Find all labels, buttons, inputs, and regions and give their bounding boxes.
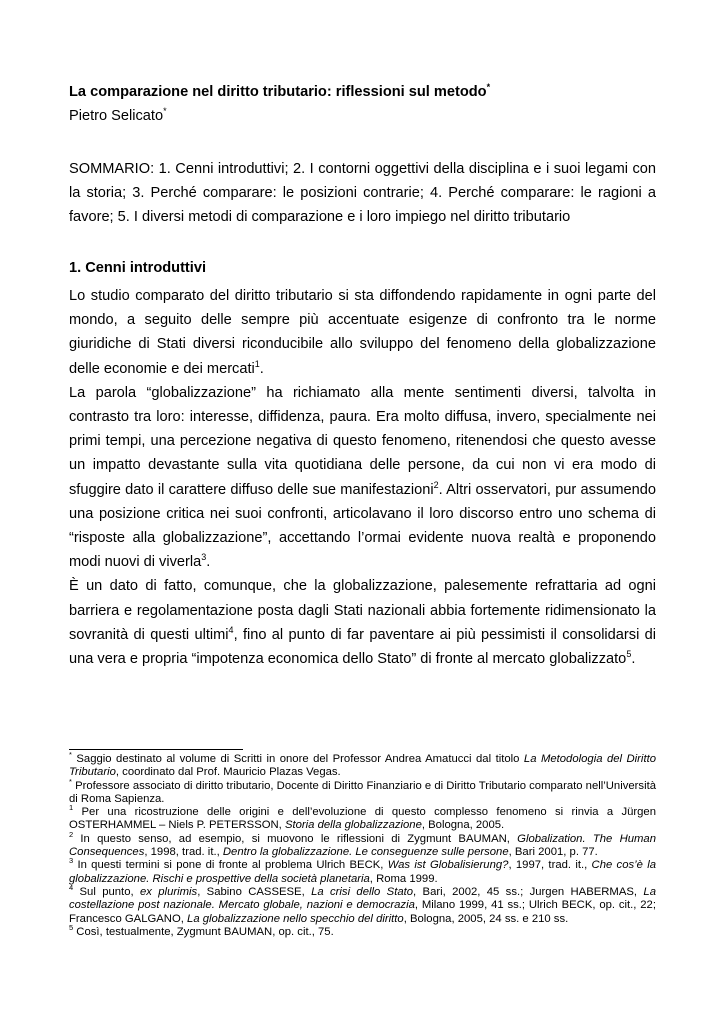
footnotes — [69, 750, 657, 939]
body-text — [69, 284, 656, 671]
footnote: $^2$ In questo senso, ad esempio, si muovono le riflessioni di Zygmunt BAUMAN, Globalization. The Human Consequences, 1998, trad. it., Dentro la globalizzazione. Le conseguenze sulle persone, Bari 2001, p. 77. — [69, 830, 656, 859]
summary-paragraph: SOMMARIO: 1. Cenni introduttivi; 2. I contorni oggettivi della disciplina e i suoi legami con la storia; 3. Perché comparare: le posizioni contrarie; 4. Perché comparare: le ragioni a favore; 5. I diversi metodi di comparazione e i loro impiego nel diritto tributario — [69, 161, 656, 226]
paragraph: È un dato di fatto, comunque, che la globalizzazione, palesemente refrattaria ad ogni barriera e regolamentazione posta dagli Stati nazionali abbia fortemente ridimensionato la sovranità di questi ultimi$^4$, fino al punto di far paventare ai più pessimisti il consolidarsi di una vera e propria “impotenza economica dello Stato” di fronte al mercato globalizzato$^5$. — [69, 578, 656, 668]
paragraph: Lo studio comparato del diritto tributario si sta diffondendo rapidamente in ogni parte del mondo, a seguito delle sempre più accentuate esigenze di confronto tra le norme giuridiche di Stati diversi riconducibile allo sviluppo del fenomeno della globalizzazione delle economie e dei mercati$^1$. — [69, 288, 656, 377]
footnote: * Saggio destinato al volume di Scritti in onore del Professor Andrea Amatucci dal titolo La Metodologia del Diritto Tributario, coordinato dal Prof. Mauricio Plazas Vegas. — [69, 750, 657, 779]
footnote: $^5$ Così, testualmente, Zygmunt BAUMAN, op. cit., 75. — [69, 923, 334, 938]
title-footnote-mark[interactable]: * — [486, 82, 491, 93]
footnote-separator — [69, 749, 243, 750]
footnote: $^3$ In questi termini si pone di fronte al problema Ulrich BECK, Was ist Globalisierung?, 1997, trad. it., Che cos’è la globalizzazione. Rischi e prospettive della società planetaria, Roma 1999. — [69, 856, 656, 885]
footnote-ref[interactable]: 2 — [433, 479, 439, 490]
section-heading: 1. Cenni introduttivi — [69, 260, 207, 276]
footnote-ref[interactable]: 3 — [201, 552, 207, 563]
author-name: Pietro Selicato* — [69, 106, 167, 124]
footnote-ref[interactable]: 5 — [626, 649, 632, 660]
paper-title: La comparazione nel diritto tributario: riflessioni sul metodo* — [69, 82, 491, 100]
footnote: * Professore associato di diritto tributario, Docente di Diritto Finanziario e di Diritto Tributario comparato nell’Università di Roma Sapienza. — [69, 776, 656, 805]
paragraph: La parola “globalizzazione” ha richiamato alla mente sentimenti diversi, talvolta in contrasto tra loro: interesse, diffidenza, paura. Era molto diffusa, invero, specialmente nei primi tempi, una percezione negativa di questo fenomeno, ritenendosi che questo avesse un impatto devastante sulla vita quotidiana delle persone, da cui non vi era modo di sfuggire dato il carattere diffuso delle sue manifestazioni$^2$. Altri osservatori, pur assumendo una posizione critica nei suoi confronti, articolavano il loro discorso entro uno schema di “risposte alla globalizzazione”, accettando l’ormai evidente nuova realtà e proponendo modi nuovi di viverla$^3$. — [69, 384, 656, 571]
author-footnote-mark[interactable]: * — [163, 106, 167, 117]
footnote-ref[interactable]: 1 — [254, 358, 260, 369]
footnote: $^1$ Per una ricostruzione delle origini e dell’evoluzione di questo complesso fenomeno si rinvia a Jürgen OSTERHAMMEL – Niels P. PETERSSON, Storia della globalizzazione, Bologna, 2005. — [69, 803, 656, 832]
footnote: $^4$ Sul punto, ex plurimis, Sabino CASSESE, La crisi dello Stato, Bari, 2002, 45 ss.; Jurgen HABERMAS, La costellazione post nazionale. Mercato globale, nazioni e democrazia, Milano 1999, 41 ss.; Ulrich BECK, op. cit., 22; Francesco GALGANO, La globalizzazione nello specchio del diritto, Bologna, 2005, 24 ss. e 210 ss. — [69, 883, 656, 925]
footnote-ref[interactable]: 4 — [228, 624, 234, 635]
